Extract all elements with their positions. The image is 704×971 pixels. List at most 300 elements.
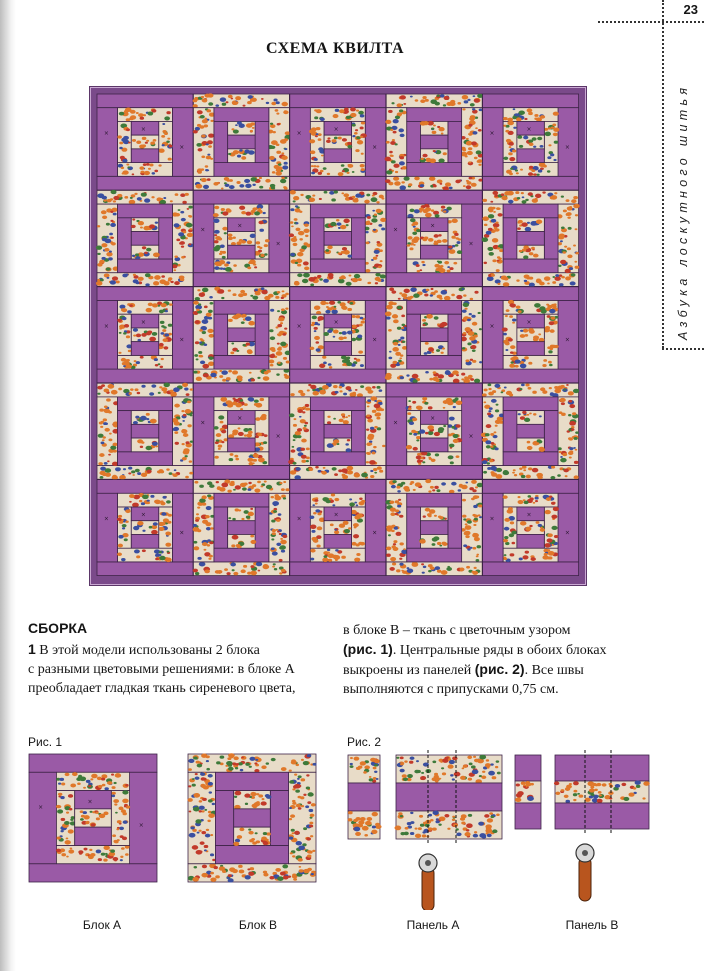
flower-dot bbox=[432, 543, 436, 546]
flower-dot bbox=[339, 332, 342, 334]
flower-dot bbox=[244, 179, 250, 183]
flower-dot bbox=[110, 220, 113, 222]
flower-dot bbox=[510, 303, 516, 307]
flower-dot bbox=[252, 459, 255, 461]
flower-dot bbox=[135, 388, 139, 391]
flower-dot bbox=[304, 267, 309, 271]
flower-dot bbox=[174, 256, 177, 258]
flower-dot bbox=[348, 811, 353, 814]
flower-dot bbox=[334, 137, 338, 140]
flower-dot bbox=[466, 566, 470, 569]
flower-dot bbox=[520, 364, 527, 369]
flower-dot bbox=[259, 229, 264, 232]
flower-dot bbox=[503, 495, 508, 499]
flower-dot bbox=[241, 756, 244, 758]
flower-dot bbox=[323, 467, 326, 469]
tie-stitch: × bbox=[200, 226, 206, 234]
lilac-strip bbox=[131, 424, 158, 438]
flower-dot bbox=[484, 814, 489, 818]
flower-dot bbox=[398, 499, 401, 501]
flower-dot bbox=[438, 234, 441, 236]
flower-dot bbox=[204, 306, 208, 309]
flower-dot bbox=[309, 468, 314, 471]
flower-dot bbox=[316, 133, 319, 135]
flower-dot bbox=[465, 535, 469, 538]
flower-dot bbox=[197, 832, 200, 834]
flower-dot bbox=[442, 542, 447, 545]
flower-dot bbox=[412, 232, 417, 235]
flower-dot bbox=[263, 441, 267, 444]
flower-dot bbox=[185, 409, 192, 414]
flower-dot bbox=[101, 421, 104, 423]
flower-dot bbox=[201, 873, 208, 878]
flower-dot bbox=[488, 388, 491, 390]
flower-dot bbox=[410, 757, 415, 760]
flower-dot bbox=[224, 177, 229, 181]
flower-dot bbox=[238, 378, 243, 381]
flower-dot bbox=[523, 255, 528, 259]
flower-dot bbox=[497, 256, 500, 258]
flower-dot bbox=[386, 305, 393, 310]
flower-dot bbox=[350, 107, 356, 111]
lilac-strip bbox=[517, 342, 544, 356]
flower-dot bbox=[403, 103, 406, 105]
flower-dot bbox=[102, 436, 106, 438]
flower-dot bbox=[205, 522, 211, 526]
flower-dot bbox=[285, 308, 288, 310]
lilac-strip bbox=[97, 94, 193, 108]
flower-dot bbox=[281, 297, 284, 299]
flower-dot bbox=[314, 330, 317, 332]
flower-dot bbox=[487, 412, 491, 415]
flower-dot bbox=[462, 149, 466, 152]
flower-dot bbox=[354, 274, 360, 278]
flower-dot bbox=[486, 231, 492, 235]
flower-dot bbox=[300, 448, 305, 451]
flower-dot bbox=[520, 521, 526, 526]
flower-dot bbox=[474, 567, 477, 569]
flower-dot bbox=[237, 155, 241, 158]
flower-dot bbox=[543, 359, 547, 362]
flower-dot bbox=[185, 476, 189, 479]
flower-dot bbox=[163, 518, 169, 522]
flower-dot bbox=[97, 393, 100, 395]
lilac-strip bbox=[324, 424, 351, 438]
flower-dot bbox=[452, 816, 455, 818]
flower-dot bbox=[521, 384, 525, 387]
lilac-strip bbox=[407, 548, 462, 562]
flower-dot bbox=[376, 201, 379, 203]
flower-dot bbox=[373, 446, 377, 448]
flower-dot bbox=[110, 280, 116, 284]
flower-dot bbox=[289, 233, 294, 237]
flower-dot bbox=[416, 436, 421, 439]
flower-dot bbox=[564, 246, 567, 248]
flower-dot bbox=[193, 104, 198, 108]
flower-dot bbox=[464, 308, 467, 310]
flower-dot bbox=[189, 460, 192, 462]
flower-dot bbox=[230, 563, 236, 567]
flower-dot bbox=[529, 497, 533, 500]
flower-dot bbox=[356, 767, 361, 770]
flower-dot bbox=[255, 759, 258, 761]
flower-dot bbox=[527, 441, 531, 444]
flower-dot bbox=[133, 274, 136, 276]
lilac-strip bbox=[214, 163, 269, 177]
flower-dot bbox=[57, 805, 61, 808]
flower-dot bbox=[257, 246, 260, 248]
flower-dot bbox=[219, 375, 223, 378]
flower-dot bbox=[149, 526, 153, 529]
flower-dot bbox=[200, 841, 205, 845]
flower-dot bbox=[487, 834, 492, 838]
block-a-illustration bbox=[28, 753, 158, 893]
flower-dot bbox=[467, 756, 472, 759]
flower-dot bbox=[353, 534, 359, 538]
flower-dot bbox=[489, 407, 493, 410]
lilac-strip bbox=[172, 108, 193, 177]
flower-dot bbox=[505, 315, 508, 317]
flower-dot bbox=[189, 833, 196, 838]
flower-dot bbox=[130, 110, 136, 114]
flower-dot bbox=[397, 505, 401, 508]
flower-dot bbox=[402, 166, 407, 170]
flower-dot bbox=[341, 556, 346, 559]
flower-dot bbox=[199, 329, 203, 332]
flower-dot bbox=[314, 305, 320, 310]
flower-dot bbox=[197, 124, 201, 127]
flower-dot bbox=[145, 142, 148, 144]
flower-dot bbox=[449, 444, 455, 448]
flower-dot bbox=[555, 274, 559, 277]
lilac-strip bbox=[97, 480, 193, 494]
flower-dot bbox=[244, 793, 250, 797]
flower-dot bbox=[210, 878, 216, 882]
flower-dot bbox=[126, 806, 130, 809]
lilac-strip bbox=[228, 135, 255, 149]
flower-dot bbox=[565, 475, 568, 477]
flower-dot bbox=[488, 771, 495, 776]
flower-dot bbox=[56, 849, 61, 852]
flower-dot bbox=[442, 239, 447, 243]
flower-dot bbox=[402, 341, 405, 343]
flower-dot bbox=[474, 514, 479, 517]
lilac-strip bbox=[558, 108, 579, 177]
flower-dot bbox=[366, 194, 370, 197]
flower-dot bbox=[350, 765, 354, 768]
flower-dot bbox=[159, 149, 164, 153]
flower-dot bbox=[412, 401, 416, 404]
flower-dot bbox=[210, 527, 213, 529]
flower-dot bbox=[109, 233, 113, 236]
flower-dot bbox=[346, 282, 352, 286]
flower-dot bbox=[549, 364, 553, 367]
lilac-strip bbox=[515, 803, 541, 829]
flower-dot bbox=[254, 289, 258, 292]
flower-dot bbox=[403, 777, 408, 781]
flower-dot bbox=[504, 527, 510, 531]
flower-dot bbox=[460, 817, 465, 821]
flower-dot bbox=[148, 303, 153, 307]
flower-dot bbox=[140, 356, 144, 359]
flower-dot bbox=[482, 771, 485, 773]
flower-dot bbox=[431, 127, 434, 129]
flower-dot bbox=[393, 119, 399, 123]
flower-dot bbox=[250, 234, 256, 238]
flower-dot bbox=[245, 212, 251, 216]
flower-dot bbox=[379, 470, 383, 473]
flower-dot bbox=[100, 426, 103, 428]
lilac-strip bbox=[310, 218, 324, 259]
flower-dot bbox=[116, 281, 120, 284]
flower-dot bbox=[560, 260, 566, 264]
flower-dot bbox=[217, 182, 220, 184]
flower-dot bbox=[303, 273, 310, 278]
scheme-title: СХЕМА КВИЛТА bbox=[265, 40, 405, 57]
flower-dot bbox=[123, 468, 126, 470]
flower-dot bbox=[307, 868, 312, 871]
flower-dot bbox=[450, 461, 454, 464]
flower-dot bbox=[554, 781, 559, 785]
flower-dot bbox=[221, 430, 226, 434]
flower-dot bbox=[315, 509, 320, 512]
flower-dot bbox=[451, 482, 456, 486]
flower-dot bbox=[124, 196, 128, 199]
flower-dot bbox=[233, 572, 238, 575]
flower-dot bbox=[298, 807, 302, 810]
flower-dot bbox=[529, 143, 534, 146]
flower-dot bbox=[115, 773, 122, 778]
flower-dot bbox=[266, 485, 272, 489]
flower-dot bbox=[193, 130, 198, 134]
text-span: . Центральные ряды в обоих блоках bbox=[392, 643, 607, 658]
flower-dot bbox=[326, 500, 331, 504]
flower-dot bbox=[147, 470, 152, 474]
flower-dot bbox=[369, 460, 376, 465]
flower-dot bbox=[270, 364, 274, 367]
flower-dot bbox=[478, 504, 482, 507]
flower-dot bbox=[429, 509, 435, 513]
flower-dot bbox=[395, 500, 399, 503]
flower-dot bbox=[398, 339, 401, 341]
lilac-strip bbox=[193, 397, 214, 466]
flower-dot bbox=[434, 240, 437, 242]
flower-dot bbox=[535, 500, 538, 502]
flower-dot bbox=[304, 223, 309, 226]
flower-dot bbox=[228, 767, 234, 771]
flower-dot bbox=[263, 376, 270, 381]
flower-dot bbox=[370, 427, 374, 430]
flower-dot bbox=[380, 274, 386, 278]
flower-dot bbox=[181, 218, 186, 222]
flower-dot bbox=[374, 764, 378, 767]
flower-dot bbox=[524, 418, 530, 422]
flower-dot bbox=[430, 566, 435, 569]
flower-dot bbox=[397, 103, 403, 107]
flower-dot bbox=[312, 391, 319, 396]
flower-dot bbox=[449, 417, 455, 421]
flower-dot bbox=[183, 450, 189, 455]
flower-dot bbox=[120, 856, 123, 858]
flower-dot bbox=[257, 433, 262, 437]
flower-dot bbox=[375, 824, 381, 828]
flower-dot bbox=[198, 303, 201, 305]
flower-dot bbox=[472, 769, 479, 774]
flower-dot bbox=[185, 193, 189, 196]
flower-dot bbox=[437, 260, 440, 262]
flower-dot bbox=[426, 314, 433, 319]
flower-dot bbox=[575, 266, 580, 269]
flower-dot bbox=[527, 108, 533, 112]
flower-dot bbox=[118, 807, 123, 811]
flower-dot bbox=[310, 835, 313, 837]
flower-dot bbox=[479, 755, 486, 760]
flower-dot bbox=[209, 791, 212, 793]
tie-stitch: × bbox=[564, 143, 570, 151]
flower-dot bbox=[429, 176, 435, 181]
flower-dot bbox=[98, 785, 102, 788]
flower-dot bbox=[250, 508, 253, 510]
flower-dot bbox=[394, 527, 398, 530]
flower-dot bbox=[372, 194, 375, 196]
flower-dot bbox=[226, 377, 231, 380]
flower-dot bbox=[128, 472, 131, 474]
flower-dot bbox=[534, 114, 538, 117]
flower-dot bbox=[240, 399, 244, 402]
flower-dot bbox=[512, 150, 516, 153]
flower-dot bbox=[360, 164, 365, 167]
tie-stitch: × bbox=[468, 433, 474, 441]
flower-dot bbox=[314, 336, 320, 340]
flower-dot bbox=[540, 387, 545, 391]
flower-dot bbox=[264, 296, 270, 300]
flower-dot bbox=[305, 235, 308, 237]
flower-dot bbox=[230, 351, 234, 354]
flower-dot bbox=[333, 114, 339, 118]
flower-dot bbox=[539, 162, 546, 167]
flower-dot bbox=[199, 485, 204, 488]
flower-dot bbox=[193, 793, 200, 798]
flower-dot bbox=[342, 247, 347, 251]
flower-dot bbox=[293, 462, 297, 465]
flower-dot bbox=[119, 827, 124, 830]
flower-dot bbox=[306, 408, 310, 411]
flower-dot bbox=[291, 829, 295, 832]
flower-dot bbox=[525, 527, 531, 531]
flower-dot bbox=[504, 536, 508, 539]
lilac-strip bbox=[420, 135, 447, 149]
flower-dot bbox=[528, 112, 533, 115]
flower-dot bbox=[495, 279, 501, 283]
flower-dot bbox=[186, 441, 190, 444]
flower-dot bbox=[241, 321, 245, 324]
flower-dot bbox=[77, 783, 81, 786]
flower-dot bbox=[101, 853, 106, 856]
flower-dot bbox=[83, 848, 87, 851]
flower-dot bbox=[182, 201, 186, 204]
flower-dot bbox=[347, 308, 352, 311]
page-gutter-shadow bbox=[0, 0, 16, 971]
lilac-strip bbox=[228, 438, 255, 452]
flower-dot bbox=[243, 428, 249, 432]
flower-dot bbox=[113, 213, 117, 216]
flower-dot bbox=[311, 530, 315, 533]
flower-dot bbox=[513, 127, 516, 129]
flower-dot bbox=[309, 516, 314, 519]
flower-dot bbox=[316, 545, 320, 548]
flower-dot bbox=[199, 800, 203, 802]
lilac-strip bbox=[348, 783, 380, 811]
flower-dot bbox=[174, 281, 180, 285]
flower-dot bbox=[219, 253, 222, 255]
flower-dot bbox=[338, 469, 342, 472]
flower-dot bbox=[303, 427, 307, 430]
flower-dot bbox=[433, 125, 436, 127]
lilac-strip bbox=[324, 534, 351, 548]
flower-dot bbox=[329, 366, 332, 368]
flower-dot bbox=[573, 781, 579, 785]
flower-dot bbox=[120, 859, 123, 861]
flower-dot bbox=[503, 125, 506, 127]
flower-dot bbox=[189, 215, 192, 217]
flower-dot bbox=[503, 282, 509, 287]
flower-dot bbox=[547, 549, 550, 551]
flower-dot bbox=[108, 384, 115, 389]
flower-dot bbox=[91, 774, 97, 779]
flower-dot bbox=[261, 98, 264, 100]
flower-dot bbox=[409, 421, 414, 425]
flower-dot bbox=[317, 512, 321, 515]
flower-dot bbox=[181, 410, 184, 412]
flower-dot bbox=[482, 460, 488, 464]
flower-dot bbox=[61, 783, 65, 786]
flower-dot bbox=[166, 111, 170, 114]
flower-dot bbox=[135, 253, 139, 256]
tie-stitch: × bbox=[275, 240, 281, 248]
flower-dot bbox=[252, 484, 256, 487]
lilac-strip bbox=[29, 772, 56, 863]
flower-dot bbox=[230, 483, 233, 485]
flower-dot bbox=[309, 825, 313, 828]
flower-dot bbox=[219, 866, 225, 870]
flower-dot bbox=[360, 761, 366, 765]
flower-dot bbox=[432, 760, 436, 763]
flower-dot bbox=[241, 211, 246, 214]
flower-dot bbox=[428, 814, 432, 817]
flower-dot bbox=[263, 841, 268, 845]
flower-dot bbox=[291, 760, 297, 764]
flower-dot bbox=[206, 143, 209, 145]
lilac-strip bbox=[290, 287, 386, 301]
flower-dot bbox=[373, 468, 377, 471]
flower-dot bbox=[452, 756, 457, 760]
flower-dot bbox=[192, 845, 199, 850]
flower-dot bbox=[319, 278, 323, 280]
flower-dot bbox=[517, 197, 520, 199]
flower-dot bbox=[447, 828, 450, 830]
flower-dot bbox=[485, 440, 491, 444]
flower-dot bbox=[312, 316, 317, 320]
flower-dot bbox=[341, 251, 345, 254]
flower-dot bbox=[208, 145, 212, 148]
flower-dot bbox=[442, 347, 445, 349]
flower-dot bbox=[295, 222, 298, 224]
flower-dot bbox=[233, 756, 238, 760]
flower-dot bbox=[643, 781, 649, 785]
flower-dot bbox=[451, 294, 455, 297]
flower-dot bbox=[161, 303, 167, 307]
flower-dot bbox=[58, 783, 61, 785]
